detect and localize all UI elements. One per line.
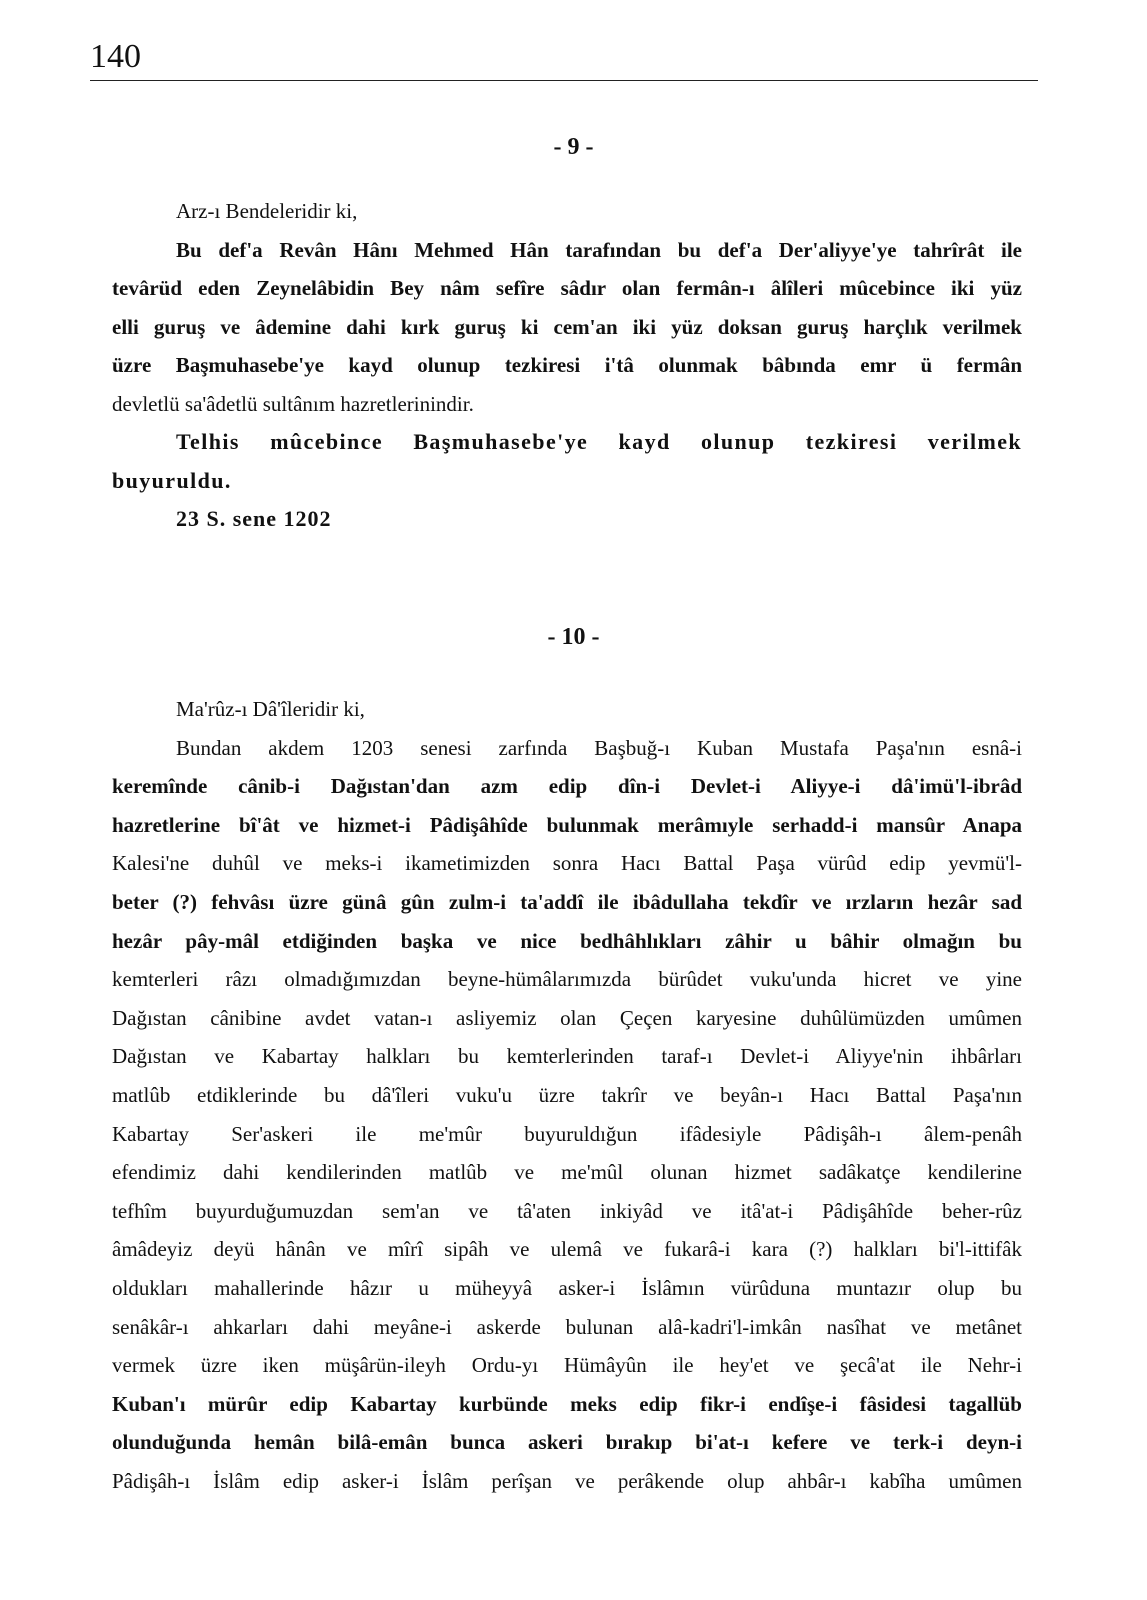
body-line: Bundan akdem 1203 senesi zarfında Başbuğ-ı Kuban Mustafa Paşa'nın esnâ-i (176, 735, 1022, 760)
body-line: hezâr pây-mâl etdiğinden başka ve nice bedhâhlıkları zâhir u bâhir olmağın bu (112, 928, 1022, 953)
salutation: Arz-ı Bendeleridir ki, (176, 199, 358, 223)
resolution-line: buyuruldu. (112, 467, 232, 493)
body-line: tevârüd eden Zeynelâbidin Bey nâm sefîre sâdır olan fermân-ı âlîleri mûcebince iki yüz (112, 276, 1022, 300)
body-line: Dağıstan cânibine avdet vatan-ı asliyemiz olan Çeçen karyesine duhûlümüzden umûmen (112, 1005, 1022, 1030)
body-line: kemterleri râzı olmadığımızdan beyne-hümâlarımızda bürûdet vuku'unda hicret ve yine (112, 967, 1022, 992)
body-line: beter (?) fehvâsı üzre günâ gûn zulm-i ta'addî ile ibâdullaha tekdîr ve ırzların hezâr sad (112, 889, 1022, 914)
body-line: senâkâr-ı ahkarları dahi meyâne-i askerde bulunan alâ-kadri'l-imkân nasîhat ve metânet (112, 1314, 1022, 1339)
body-line: Kabartay Ser'askeri ile me'mûr buyuruldığun ifâdesiyle Pâdişâh-ı âlem-penâh (112, 1121, 1022, 1146)
body-line: tefhîm buyurduğumuzdan sem'an ve tâ'aten inkiyâd ve itâ'at-i Pâdişâhîde beher-rûz (112, 1198, 1022, 1223)
body-line: oldukları mahallerinde hâzır u müheyyâ asker-i İslâmın vürûduna muntazır olup bu (112, 1275, 1022, 1300)
page-number: 140 (90, 38, 141, 75)
body-line: Pâdişâh-ı İslâm edip asker-i İslâm perîşan ve perâkende olup ahbâr-ı kabîha umûmen (112, 1468, 1022, 1493)
document-date: 23 S. sene 1202 (176, 506, 332, 531)
salutation: Ma'rûz-ı Dâ'îleridir ki, (176, 697, 365, 721)
document-number-9: - 9 - (553, 134, 594, 160)
resolution-line: Telhis mûcebince Başmuhasebe'ye kayd olunup tezkiresi verilmek (176, 429, 1022, 454)
body-line: keremînde cânib-i Dağıstan'dan azm edip dîn-i Devlet-i Aliyye-i dâ'imü'l-ibrâd (112, 774, 1022, 799)
body-line: efendimiz dahi kendilerinden matlûb ve me'mûl olunan hizmet sadâkatçe kendilerine (112, 1160, 1022, 1185)
document-number-10: - 10 - (547, 624, 600, 650)
body-line: Kalesi'ne duhûl ve meks-i ikametimizden sonra Hacı Battal Paşa vürûd edip yevmü'l- (112, 851, 1022, 876)
body-line: üzre Başmuhasebe'ye kayd olunup tezkiresi i'tâ olunmak bâbında emr ü fermân (112, 353, 1022, 377)
document-9-text (112, 192, 1022, 539)
body-line: âmâdeyiz deyü hânân ve mîrî sipâh ve ulemâ ve fukarâ-i kara (?) halkları bi'l-ittifâk (112, 1237, 1022, 1262)
body-line: Dağıstan ve Kabartay halkları bu kemterlerinden taraf-ı Devlet-i Aliyye'nin ihbârları (112, 1044, 1022, 1069)
body-line: devletlü sa'âdetlü sultânım hazretlerinindir. (112, 391, 474, 416)
body-line: olunduğunda hemân bilâ-emân bunca askeri bırakıp bi'at-ı kefere ve terk-i deyn-i (112, 1430, 1022, 1455)
body-line: Bu def'a Revân Hânı Mehmed Hân tarafından bu def'a Der'aliyye'ye tahrîrât ile (176, 237, 1022, 262)
body-line: vermek üzre iken müşârün-ileyh Ordu-yı Hümâyûn ile hey'et ve şecâ'at ile Nehr-i (112, 1353, 1022, 1378)
body-line: hazretlerine bî'ât ve hizmet-i Pâdişâhîde bulunmak merâmıyle serhadd-i mansûr Anapa (112, 812, 1022, 837)
header-rule (90, 80, 1038, 81)
body-line: Kuban'ı mürûr edip Kabartay kurbünde meks edip fikr-i endîşe-i fâsidesi tagallüb (112, 1391, 1022, 1416)
body-line: matlûb etdiklerinde bu dâ'îleri vuku'u üzre takrîr ve beyân-ı Hacı Battal Paşa'nın (112, 1082, 1022, 1107)
body-line: elli guruş ve âdemine dahi kırk guruş ki cem'an iki yüz doksan guruş harçlık verilmek (112, 314, 1022, 339)
document-10-text (112, 690, 1022, 1500)
